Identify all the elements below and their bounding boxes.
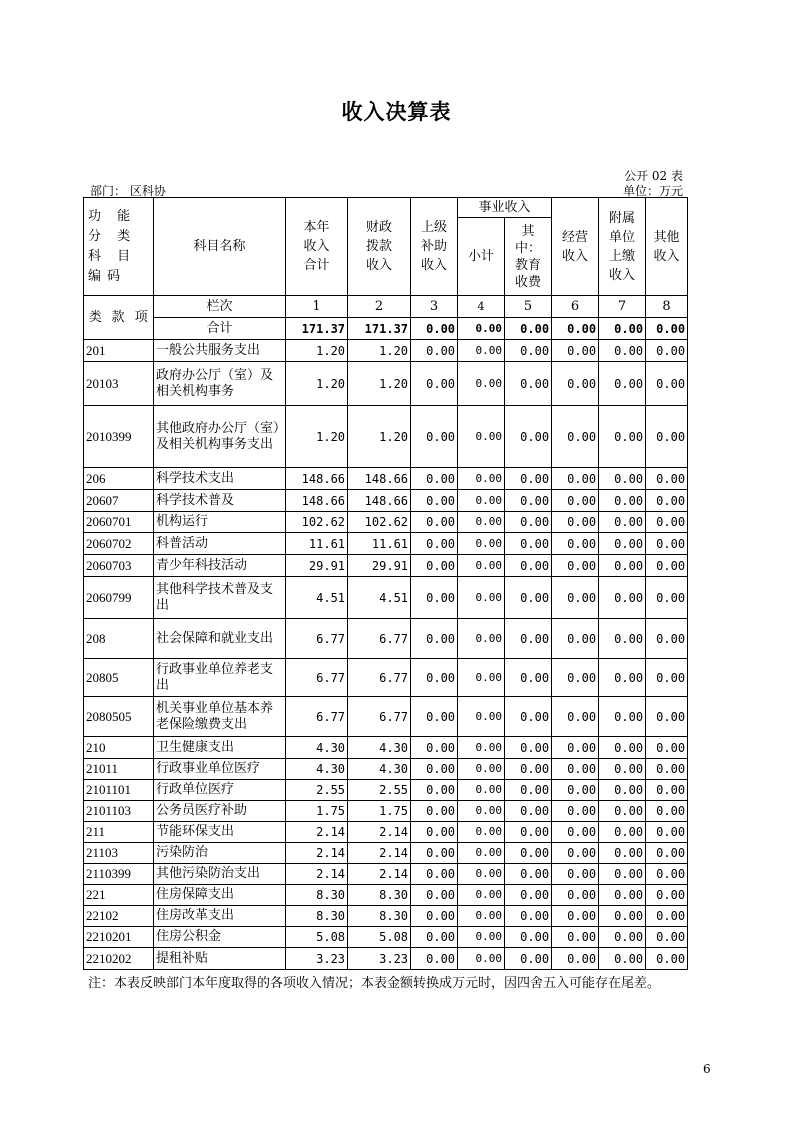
value-col5: 0.00 <box>505 512 552 533</box>
table-row <box>84 759 688 780</box>
value-col2: 1.75 <box>348 801 411 822</box>
subject-code: 22102 <box>84 906 154 927</box>
value-col5: 0.00 <box>505 885 552 906</box>
subject-code: 206 <box>84 468 154 490</box>
value-col3: 0.00 <box>411 468 458 490</box>
value-col3: 0.00 <box>411 906 458 927</box>
subject-name: 住房改革支出 <box>154 906 286 927</box>
value-col3: 0.00 <box>411 490 458 512</box>
form-code: 公开 02 表 <box>624 169 683 183</box>
subject-name: 一般公共服务支出 <box>154 340 286 362</box>
value-col1: 102.62 <box>286 512 348 533</box>
header-col1: 本年收入合计 <box>286 198 348 296</box>
value-col8: 0.00 <box>646 577 688 619</box>
value-col1: 2.14 <box>286 864 348 885</box>
value-col2: 1.20 <box>348 406 411 468</box>
value-col2: 2.14 <box>348 822 411 843</box>
value-col6: 0.00 <box>552 362 599 406</box>
value-col2: 11.61 <box>348 533 411 555</box>
table-row <box>84 659 688 697</box>
subject-code: 2010399 <box>84 406 154 468</box>
value-col1: 5.08 <box>286 927 348 948</box>
value-col4: 0.00 <box>458 697 505 737</box>
value-col3: 0.00 <box>411 864 458 885</box>
value-col7: 0.00 <box>599 619 646 659</box>
value-col6: 0.00 <box>552 927 599 948</box>
value-col8: 0.00 <box>646 619 688 659</box>
value-col7: 0.00 <box>599 927 646 948</box>
value-col5: 0.00 <box>505 843 552 864</box>
value-col2: 6.77 <box>348 697 411 737</box>
value-col8: 0.00 <box>646 490 688 512</box>
value-col6: 0.00 <box>552 659 599 697</box>
table-row <box>84 927 688 948</box>
value-col6: 0.00 <box>552 885 599 906</box>
value-col3: 0.00 <box>411 843 458 864</box>
value-col1: 1.20 <box>286 362 348 406</box>
value-col2: 4.30 <box>348 759 411 780</box>
header-col6: 经营收入 <box>552 198 599 296</box>
value-col4: 0.00 <box>458 822 505 843</box>
table-row <box>84 780 688 801</box>
header-col5: 其中：教育收费 <box>505 218 552 296</box>
value-col6: 0.00 <box>552 843 599 864</box>
totals-label: 合计 <box>154 318 286 340</box>
value-col4: 0.00 <box>458 843 505 864</box>
col-number-1: 1 <box>286 296 348 318</box>
table-row <box>84 512 688 533</box>
header-business-income: 事业收入 <box>458 198 552 218</box>
col-number-8: 8 <box>646 296 688 318</box>
subject-name: 卫生健康支出 <box>154 737 286 759</box>
header-col8: 其他收入 <box>646 198 688 296</box>
value-col2: 6.77 <box>348 619 411 659</box>
subject-name: 其他科学技术普及支出 <box>154 577 286 619</box>
value-col1: 4.30 <box>286 737 348 759</box>
value-col4: 0.00 <box>458 801 505 822</box>
value-col1: 6.77 <box>286 697 348 737</box>
subject-code: 20805 <box>84 659 154 697</box>
value-col7: 0.00 <box>599 759 646 780</box>
value-col2: 8.30 <box>348 885 411 906</box>
header-row-1 <box>84 198 688 218</box>
value-col2: 4.30 <box>348 737 411 759</box>
header-col2: 财政拨款收入 <box>348 198 411 296</box>
value-col7: 0.00 <box>599 864 646 885</box>
table-row <box>84 822 688 843</box>
value-col8: 0.00 <box>646 512 688 533</box>
value-col6: 0.00 <box>552 406 599 468</box>
subject-code: 2060701 <box>84 512 154 533</box>
value-col2: 2.55 <box>348 780 411 801</box>
value-col4: 0.00 <box>458 659 505 697</box>
value-col6: 0.00 <box>552 948 599 970</box>
value-col8: 0.00 <box>646 468 688 490</box>
unit-label: 单位：万元 <box>622 184 683 198</box>
value-col7: 0.00 <box>599 468 646 490</box>
value-col6: 0.00 <box>552 577 599 619</box>
subject-code: 208 <box>84 619 154 659</box>
value-col1: 8.30 <box>286 906 348 927</box>
header-kuan: 款 <box>107 296 130 340</box>
table-row <box>84 864 688 885</box>
value-col3: 0.00 <box>411 885 458 906</box>
value-col2: 2.14 <box>348 864 411 885</box>
value-col6: 0.00 <box>552 490 599 512</box>
table-row <box>84 533 688 555</box>
value-col8: 0.00 <box>646 885 688 906</box>
value-col4: 0.00 <box>458 533 505 555</box>
header-col3: 上级补助收入 <box>411 198 458 296</box>
header-lei: 类 <box>84 296 107 340</box>
subject-name: 其他政府办公厅（室）及相关机构事务支出 <box>154 406 286 468</box>
value-col7: 0.00 <box>599 801 646 822</box>
value-col1: 3.23 <box>286 948 348 970</box>
table-row <box>84 801 688 822</box>
footnote: 注：本表反映部门本年度取得的各项收入情况；本表金额转换成万元时，因四舍五入可能存在尾差。 <box>88 976 661 991</box>
value-col8: 0.00 <box>646 801 688 822</box>
value-col5: 0.00 <box>505 468 552 490</box>
value-col8: 0.00 <box>646 555 688 577</box>
value-col5: 0.00 <box>505 619 552 659</box>
page-number: 6 <box>703 1062 711 1076</box>
total-col8: 0.00 <box>646 318 688 340</box>
value-col3: 0.00 <box>411 822 458 843</box>
value-col8: 0.00 <box>646 737 688 759</box>
header-col7: 附属单位上缴收入 <box>599 198 646 296</box>
subject-name: 科学技术支出 <box>154 468 286 490</box>
value-col5: 0.00 <box>505 659 552 697</box>
value-col4: 0.00 <box>458 362 505 406</box>
value-col8: 0.00 <box>646 362 688 406</box>
value-col1: 1.20 <box>286 406 348 468</box>
value-col2: 5.08 <box>348 927 411 948</box>
value-col3: 0.00 <box>411 759 458 780</box>
value-col1: 1.20 <box>286 340 348 362</box>
value-col3: 0.00 <box>411 619 458 659</box>
total-col3: 0.00 <box>411 318 458 340</box>
value-col3: 0.00 <box>411 555 458 577</box>
value-col8: 0.00 <box>646 697 688 737</box>
value-col1: 2.55 <box>286 780 348 801</box>
value-col6: 0.00 <box>552 512 599 533</box>
value-col7: 0.00 <box>599 822 646 843</box>
value-col8: 0.00 <box>646 406 688 468</box>
value-col2: 1.20 <box>348 340 411 362</box>
table-row <box>84 885 688 906</box>
value-col7: 0.00 <box>599 885 646 906</box>
value-col1: 2.14 <box>286 843 348 864</box>
subject-code: 2060799 <box>84 577 154 619</box>
value-col4: 0.00 <box>458 927 505 948</box>
value-col3: 0.00 <box>411 577 458 619</box>
value-col6: 0.00 <box>552 533 599 555</box>
subject-name: 公务员医疗补助 <box>154 801 286 822</box>
value-col3: 0.00 <box>411 512 458 533</box>
value-col2: 1.20 <box>348 362 411 406</box>
value-col2: 6.77 <box>348 659 411 697</box>
subject-code: 2060702 <box>84 533 154 555</box>
table-row <box>84 948 688 970</box>
header-lanci: 栏次 <box>154 296 286 318</box>
value-col1: 2.14 <box>286 822 348 843</box>
value-col5: 0.00 <box>505 948 552 970</box>
page-title: 收入决算表 <box>341 99 452 124</box>
table-row <box>84 340 688 362</box>
value-col4: 0.00 <box>458 619 505 659</box>
value-col8: 0.00 <box>646 659 688 697</box>
value-col1: 11.61 <box>286 533 348 555</box>
value-col1: 148.66 <box>286 490 348 512</box>
subject-code: 221 <box>84 885 154 906</box>
subject-name: 社会保障和就业支出 <box>154 619 286 659</box>
value-col3: 0.00 <box>411 340 458 362</box>
value-col4: 0.00 <box>458 737 505 759</box>
value-col4: 0.00 <box>458 340 505 362</box>
value-col8: 0.00 <box>646 340 688 362</box>
subject-code: 2210202 <box>84 948 154 970</box>
value-col4: 0.00 <box>458 406 505 468</box>
table-row <box>84 737 688 759</box>
subject-code: 20607 <box>84 490 154 512</box>
value-col4: 0.00 <box>458 468 505 490</box>
value-col7: 0.00 <box>599 406 646 468</box>
subject-name: 行政事业单位养老支出 <box>154 659 286 697</box>
subject-name: 住房保障支出 <box>154 885 286 906</box>
value-col3: 0.00 <box>411 362 458 406</box>
value-col7: 0.00 <box>599 659 646 697</box>
value-col6: 0.00 <box>552 822 599 843</box>
header-subject-name: 科目名称 <box>154 198 286 296</box>
value-col3: 0.00 <box>411 697 458 737</box>
col-number-7: 7 <box>599 296 646 318</box>
value-col6: 0.00 <box>552 697 599 737</box>
value-col2: 3.23 <box>348 948 411 970</box>
subject-name: 节能环保支出 <box>154 822 286 843</box>
total-col1: 171.37 <box>286 318 348 340</box>
value-col7: 0.00 <box>599 362 646 406</box>
table-row <box>84 490 688 512</box>
value-col6: 0.00 <box>552 340 599 362</box>
value-col7: 0.00 <box>599 697 646 737</box>
subject-name: 其他污染防治支出 <box>154 864 286 885</box>
value-col3: 0.00 <box>411 659 458 697</box>
value-col7: 0.00 <box>599 490 646 512</box>
table-row <box>84 697 688 737</box>
value-col1: 29.91 <box>286 555 348 577</box>
value-col6: 0.00 <box>552 864 599 885</box>
subject-code: 201 <box>84 340 154 362</box>
value-col4: 0.00 <box>458 864 505 885</box>
subject-name: 行政事业单位医疗 <box>154 759 286 780</box>
value-col7: 0.00 <box>599 948 646 970</box>
value-col3: 0.00 <box>411 780 458 801</box>
col-number-4: 4 <box>458 296 505 318</box>
value-col8: 0.00 <box>646 927 688 948</box>
value-col5: 0.00 <box>505 340 552 362</box>
subject-code: 20103 <box>84 362 154 406</box>
header-xiang: 项 <box>130 296 154 340</box>
value-col3: 0.00 <box>411 406 458 468</box>
income-table <box>83 197 688 970</box>
subject-code: 2101101 <box>84 780 154 801</box>
value-col5: 0.00 <box>505 406 552 468</box>
value-col6: 0.00 <box>552 619 599 659</box>
value-col2: 8.30 <box>348 906 411 927</box>
subject-code: 210 <box>84 737 154 759</box>
value-col6: 0.00 <box>552 468 599 490</box>
column-number-row <box>84 296 688 318</box>
value-col7: 0.00 <box>599 512 646 533</box>
value-col5: 0.00 <box>505 864 552 885</box>
value-col1: 1.75 <box>286 801 348 822</box>
total-col6: 0.00 <box>552 318 599 340</box>
value-col8: 0.00 <box>646 948 688 970</box>
value-col5: 0.00 <box>505 533 552 555</box>
value-col5: 0.00 <box>505 780 552 801</box>
value-col3: 0.00 <box>411 927 458 948</box>
table-row <box>84 906 688 927</box>
subject-code: 2101103 <box>84 801 154 822</box>
header-func-code: 功 能 分 类 科 目 编码 <box>84 198 154 296</box>
value-col7: 0.00 <box>599 737 646 759</box>
total-col5: 0.00 <box>505 318 552 340</box>
col-number-3: 3 <box>411 296 458 318</box>
value-col2: 102.62 <box>348 512 411 533</box>
table-row <box>84 843 688 864</box>
table-row <box>84 577 688 619</box>
value-col8: 0.00 <box>646 843 688 864</box>
subject-code: 2210201 <box>84 927 154 948</box>
value-col4: 0.00 <box>458 780 505 801</box>
value-col1: 4.51 <box>286 577 348 619</box>
value-col4: 0.00 <box>458 906 505 927</box>
value-col6: 0.00 <box>552 737 599 759</box>
value-col5: 0.00 <box>505 490 552 512</box>
table-row <box>84 619 688 659</box>
value-col4: 0.00 <box>458 577 505 619</box>
subject-name: 科学技术普及 <box>154 490 286 512</box>
table-row <box>84 406 688 468</box>
value-col7: 0.00 <box>599 577 646 619</box>
value-col1: 148.66 <box>286 468 348 490</box>
subject-name: 住房公积金 <box>154 927 286 948</box>
value-col6: 0.00 <box>552 555 599 577</box>
value-col3: 0.00 <box>411 533 458 555</box>
subject-name: 机构运行 <box>154 512 286 533</box>
total-col4: 0.00 <box>458 318 505 340</box>
value-col8: 0.00 <box>646 822 688 843</box>
value-col8: 0.00 <box>646 780 688 801</box>
table-row <box>84 468 688 490</box>
value-col7: 0.00 <box>599 906 646 927</box>
value-col7: 0.00 <box>599 533 646 555</box>
col-number-5: 5 <box>505 296 552 318</box>
subject-code: 21011 <box>84 759 154 780</box>
value-col4: 0.00 <box>458 555 505 577</box>
table-row <box>84 555 688 577</box>
value-col1: 4.30 <box>286 759 348 780</box>
value-col4: 0.00 <box>458 512 505 533</box>
value-col5: 0.00 <box>505 555 552 577</box>
department-label: 部门： 区科协 <box>90 184 166 198</box>
value-col8: 0.00 <box>646 759 688 780</box>
value-col5: 0.00 <box>505 822 552 843</box>
total-col7: 0.00 <box>599 318 646 340</box>
value-col5: 0.00 <box>505 697 552 737</box>
value-col4: 0.00 <box>458 759 505 780</box>
subject-name: 提租补贴 <box>154 948 286 970</box>
subject-name: 机关事业单位基本养老保险缴费支出 <box>154 697 286 737</box>
subject-name: 科普活动 <box>154 533 286 555</box>
value-col2: 29.91 <box>348 555 411 577</box>
subject-code: 211 <box>84 822 154 843</box>
col-number-2: 2 <box>348 296 411 318</box>
value-col6: 0.00 <box>552 801 599 822</box>
total-col2: 171.37 <box>348 318 411 340</box>
value-col3: 0.00 <box>411 948 458 970</box>
value-col1: 8.30 <box>286 885 348 906</box>
value-col5: 0.00 <box>505 906 552 927</box>
value-col5: 0.00 <box>505 577 552 619</box>
value-col4: 0.00 <box>458 490 505 512</box>
value-col5: 0.00 <box>505 801 552 822</box>
value-col8: 0.00 <box>646 864 688 885</box>
value-col4: 0.00 <box>458 885 505 906</box>
value-col1: 6.77 <box>286 659 348 697</box>
value-col5: 0.00 <box>505 927 552 948</box>
value-col5: 0.00 <box>505 362 552 406</box>
value-col1: 6.77 <box>286 619 348 659</box>
value-col4: 0.00 <box>458 948 505 970</box>
value-col7: 0.00 <box>599 843 646 864</box>
subject-code: 2080505 <box>84 697 154 737</box>
subject-code: 2110399 <box>84 864 154 885</box>
col-number-6: 6 <box>552 296 599 318</box>
value-col2: 148.66 <box>348 468 411 490</box>
value-col2: 4.51 <box>348 577 411 619</box>
value-col8: 0.00 <box>646 533 688 555</box>
subject-code: 2060703 <box>84 555 154 577</box>
subject-name: 青少年科技活动 <box>154 555 286 577</box>
value-col2: 148.66 <box>348 490 411 512</box>
value-col5: 0.00 <box>505 759 552 780</box>
value-col6: 0.00 <box>552 780 599 801</box>
value-col2: 2.14 <box>348 843 411 864</box>
totals-row <box>84 318 688 340</box>
subject-name: 污染防治 <box>154 843 286 864</box>
value-col5: 0.00 <box>505 737 552 759</box>
value-col6: 0.00 <box>552 759 599 780</box>
value-col7: 0.00 <box>599 555 646 577</box>
subject-name: 行政单位医疗 <box>154 780 286 801</box>
value-col3: 0.00 <box>411 737 458 759</box>
subject-name: 政府办公厅（室）及相关机构事务 <box>154 362 286 406</box>
table-row <box>84 362 688 406</box>
value-col3: 0.00 <box>411 801 458 822</box>
value-col8: 0.00 <box>646 906 688 927</box>
value-col7: 0.00 <box>599 340 646 362</box>
header-col4: 小计 <box>458 218 505 296</box>
value-col6: 0.00 <box>552 906 599 927</box>
subject-code: 21103 <box>84 843 154 864</box>
value-col7: 0.00 <box>599 780 646 801</box>
